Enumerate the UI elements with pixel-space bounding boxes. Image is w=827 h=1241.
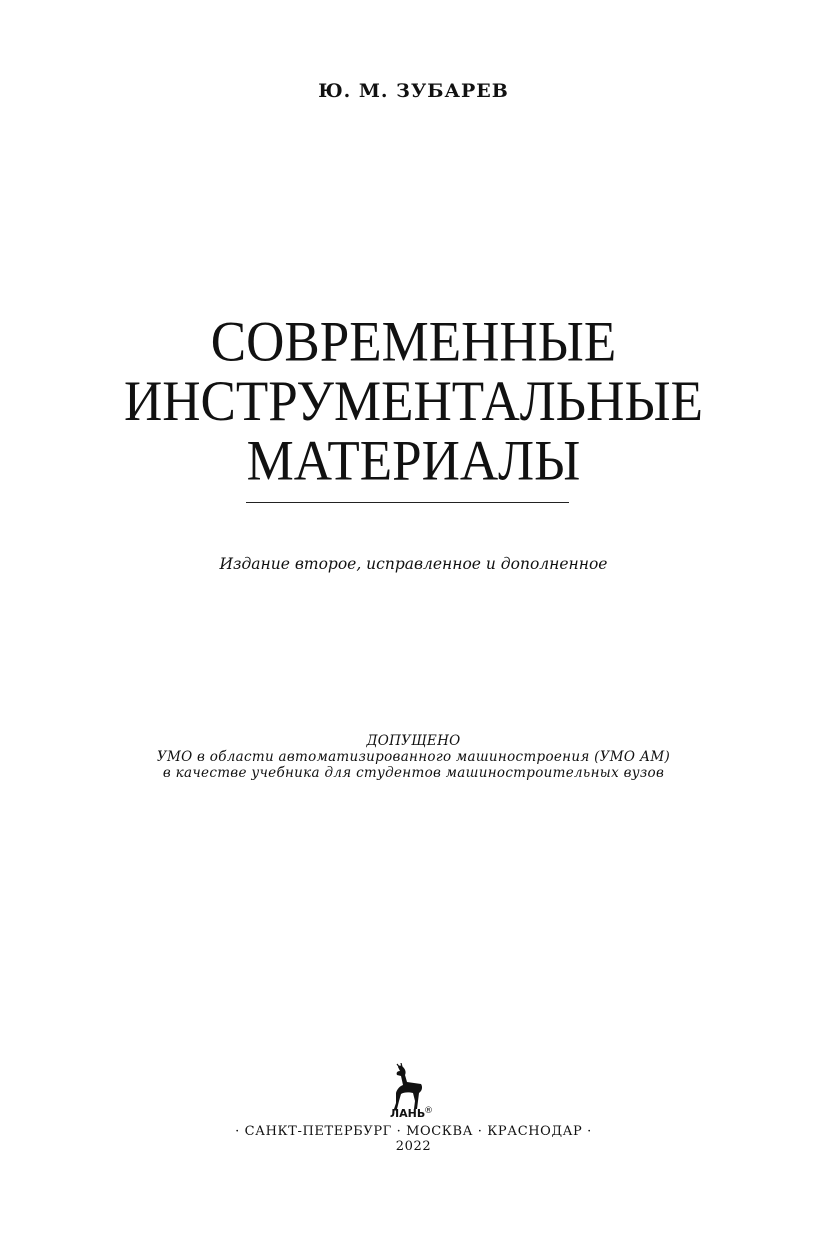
title-line-1: СОВРЕМЕННЫЕ — [210, 310, 617, 374]
title-line-3: МАТЕРИАЛЫ — [246, 429, 581, 493]
approval-block — [0, 733, 827, 781]
approval-heading: ДОПУЩЕНО — [366, 733, 461, 749]
approval-line-1: УМО в области автоматизированного машиностроения (УМО АМ) — [156, 749, 671, 765]
approval-line-2: в качестве учебника для студентов машиностроительных вузов — [162, 765, 665, 781]
deer-logo-icon — [387, 1063, 435, 1119]
author-name: Ю. М. ЗУБАРЕВ — [318, 80, 509, 102]
book-title — [0, 310, 827, 493]
publication-year: 2022 — [395, 1139, 432, 1154]
registered-mark: ® — [424, 1106, 433, 1116]
title-line-2: ИНСТРУМЕНТАЛЬНЫЕ — [124, 370, 703, 433]
edition-note: Издание второе, исправленное и дополненное — [219, 555, 608, 573]
publisher-cities: · САНКТ-ПЕТЕРБУРГ · МОСКВА · КРАСНОДАР · — [235, 1124, 592, 1139]
title-divider — [246, 502, 569, 503]
publisher-logo-text: ЛАНЬ — [390, 1107, 426, 1119]
